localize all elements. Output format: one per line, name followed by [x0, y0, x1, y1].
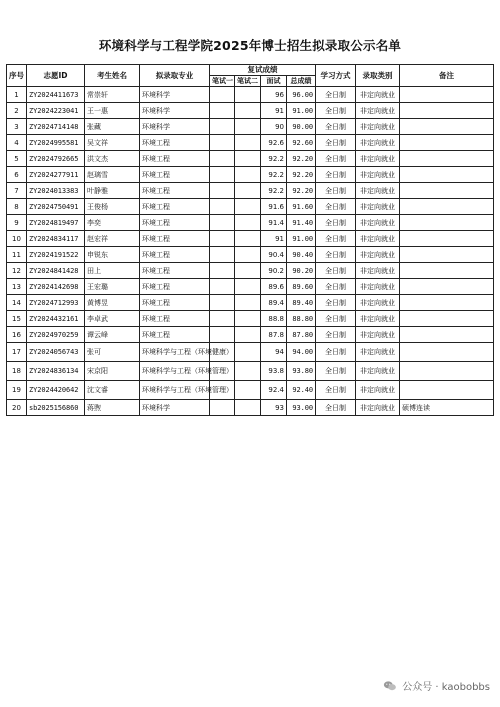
cell-major: 环境工程	[140, 167, 210, 183]
cell-category: 非定向就业	[356, 183, 400, 199]
cell-total: 93.00	[287, 400, 316, 416]
cell-total: 92.20	[287, 151, 316, 167]
cell-interview: 92.6	[261, 135, 287, 151]
cell-interview: 90	[261, 119, 287, 135]
cell-no: 5	[7, 151, 27, 167]
cell-id: ZY2024420642	[27, 381, 85, 400]
cell-no: 12	[7, 263, 27, 279]
cell-written1	[210, 311, 235, 327]
cell-written2	[235, 87, 261, 103]
cell-study-mode: 全日制	[316, 215, 356, 231]
cell-total: 91.60	[287, 199, 316, 215]
cell-remark	[400, 231, 494, 247]
table-row	[7, 199, 494, 215]
cell-category: 非定向就业	[356, 87, 400, 103]
cell-written2	[235, 167, 261, 183]
table-row	[7, 119, 494, 135]
cell-written1	[210, 247, 235, 263]
cell-name: 沈文睿	[85, 381, 140, 400]
cell-major: 环境科学	[140, 119, 210, 135]
cell-category: 非定向就业	[356, 135, 400, 151]
cell-written1	[210, 327, 235, 343]
cell-study-mode: 全日制	[316, 381, 356, 400]
table-row	[7, 327, 494, 343]
cell-total: 93.80	[287, 362, 316, 381]
cell-study-mode: 全日制	[316, 119, 356, 135]
cell-total: 90.20	[287, 263, 316, 279]
cell-category: 非定向就业	[356, 199, 400, 215]
cell-id: ZY2024834117	[27, 231, 85, 247]
cell-category: 非定向就业	[356, 167, 400, 183]
cell-interview: 89.4	[261, 295, 287, 311]
cell-id: ZY2024995581	[27, 135, 85, 151]
cell-written1	[210, 295, 235, 311]
cell-major: 环境工程	[140, 135, 210, 151]
cell-major: 环境工程	[140, 327, 210, 343]
cell-written1	[210, 279, 235, 295]
cell-no: 6	[7, 167, 27, 183]
cell-id: ZY2024714148	[27, 119, 85, 135]
cell-total: 92.20	[287, 183, 316, 199]
cell-name: 吴文祥	[85, 135, 140, 151]
cell-interview: 89.6	[261, 279, 287, 295]
cell-total: 92.20	[287, 167, 316, 183]
cell-study-mode: 全日制	[316, 247, 356, 263]
cell-written2	[235, 381, 261, 400]
table-row	[7, 311, 494, 327]
cell-written2	[235, 279, 261, 295]
cell-major: 环境工程	[140, 279, 210, 295]
table-body	[7, 87, 494, 416]
cell-major: 环境工程	[140, 151, 210, 167]
cell-remark	[400, 135, 494, 151]
cell-id: ZY2024970259	[27, 327, 85, 343]
cell-id: ZY2024056743	[27, 343, 85, 362]
table-row	[7, 343, 494, 362]
cell-name: 申锐东	[85, 247, 140, 263]
table-row	[7, 215, 494, 231]
cell-name: 常崇轩	[85, 87, 140, 103]
cell-major: 环境科学与工程（环境健康）	[140, 343, 210, 362]
cell-study-mode: 全日制	[316, 199, 356, 215]
cell-major: 环境工程	[140, 263, 210, 279]
cell-remark	[400, 381, 494, 400]
cell-written2	[235, 215, 261, 231]
cell-name: 王宏璐	[85, 279, 140, 295]
table-row	[7, 151, 494, 167]
cell-no: 14	[7, 295, 27, 311]
cell-interview: 91.4	[261, 215, 287, 231]
cell-total: 91.40	[287, 215, 316, 231]
cell-total: 88.80	[287, 311, 316, 327]
cell-no: 2	[7, 103, 27, 119]
cell-id: ZY2024277911	[27, 167, 85, 183]
cell-major: 环境工程	[140, 311, 210, 327]
header-name: 考生姓名	[85, 65, 140, 87]
cell-remark: 硕博连读	[400, 400, 494, 416]
cell-interview: 88.8	[261, 311, 287, 327]
header-written2: 笔试二	[235, 76, 261, 87]
table-row	[7, 87, 494, 103]
cell-category: 非定向就业	[356, 247, 400, 263]
cell-major: 环境工程	[140, 199, 210, 215]
cell-written2	[235, 263, 261, 279]
table-row	[7, 295, 494, 311]
cell-no: 20	[7, 400, 27, 416]
cell-written1	[210, 103, 235, 119]
cell-remark	[400, 263, 494, 279]
cell-id: ZY2024712993	[27, 295, 85, 311]
cell-category: 非定向就业	[356, 295, 400, 311]
cell-written2	[235, 231, 261, 247]
cell-no: 13	[7, 279, 27, 295]
cell-total: 91.00	[287, 231, 316, 247]
cell-study-mode: 全日制	[316, 327, 356, 343]
cell-written2	[235, 362, 261, 381]
cell-no: 15	[7, 311, 27, 327]
header-study-mode: 学习方式	[316, 65, 356, 87]
cell-id: ZY2024142698	[27, 279, 85, 295]
cell-written1	[210, 215, 235, 231]
cell-name: 李奕	[85, 215, 140, 231]
cell-remark	[400, 151, 494, 167]
table-row	[7, 247, 494, 263]
cell-written2	[235, 135, 261, 151]
header-no: 序号	[7, 65, 27, 87]
cell-remark	[400, 215, 494, 231]
cell-written1	[210, 263, 235, 279]
cell-major: 环境工程	[140, 183, 210, 199]
cell-interview: 92.2	[261, 151, 287, 167]
cell-remark	[400, 87, 494, 103]
cell-total: 94.00	[287, 343, 316, 362]
cell-remark	[400, 183, 494, 199]
cell-name: 黄博昱	[85, 295, 140, 311]
cell-study-mode: 全日制	[316, 167, 356, 183]
cell-interview: 96	[261, 87, 287, 103]
cell-category: 非定向就业	[356, 151, 400, 167]
header-interview: 面试	[261, 76, 287, 87]
cell-written1	[210, 167, 235, 183]
cell-category: 非定向就业	[356, 103, 400, 119]
cell-remark	[400, 343, 494, 362]
cell-written1	[210, 151, 235, 167]
cell-written2	[235, 295, 261, 311]
cell-no: 3	[7, 119, 27, 135]
cell-written1	[210, 199, 235, 215]
cell-major: 环境科学与工程（环境管理）	[140, 362, 210, 381]
cell-major: 环境工程	[140, 215, 210, 231]
cell-interview: 93	[261, 400, 287, 416]
cell-total: 89.60	[287, 279, 316, 295]
cell-name: 赵宏祥	[85, 231, 140, 247]
cell-remark	[400, 167, 494, 183]
cell-name: 宋京阳	[85, 362, 140, 381]
cell-interview: 91	[261, 231, 287, 247]
cell-remark	[400, 119, 494, 135]
wechat-icon	[383, 679, 397, 693]
cell-category: 非定向就业	[356, 400, 400, 416]
cell-id: ZY2024223041	[27, 103, 85, 119]
cell-written2	[235, 199, 261, 215]
cell-name: 蒋煦	[85, 400, 140, 416]
cell-written1	[210, 135, 235, 151]
cell-written2	[235, 400, 261, 416]
cell-name: 王一惠	[85, 103, 140, 119]
cell-study-mode: 全日制	[316, 311, 356, 327]
cell-interview: 87.8	[261, 327, 287, 343]
cell-interview: 90.4	[261, 247, 287, 263]
cell-interview: 92.2	[261, 183, 287, 199]
cell-study-mode: 全日制	[316, 295, 356, 311]
table-row	[7, 135, 494, 151]
cell-written1	[210, 400, 235, 416]
cell-written2	[235, 311, 261, 327]
cell-category: 非定向就业	[356, 311, 400, 327]
cell-category: 非定向就业	[356, 231, 400, 247]
cell-study-mode: 全日制	[316, 343, 356, 362]
cell-written1	[210, 231, 235, 247]
cell-id: ZY2024819497	[27, 215, 85, 231]
cell-interview: 94	[261, 343, 287, 362]
cell-study-mode: 全日制	[316, 87, 356, 103]
table-row	[7, 231, 494, 247]
cell-category: 非定向就业	[356, 343, 400, 362]
header-total: 总成绩	[287, 76, 316, 87]
header-id: 志愿ID	[27, 65, 85, 87]
cell-name: 洪文杰	[85, 151, 140, 167]
cell-remark	[400, 279, 494, 295]
cell-no: 17	[7, 343, 27, 362]
cell-id: ZY2024750491	[27, 199, 85, 215]
cell-category: 非定向就业	[356, 381, 400, 400]
cell-total: 90.00	[287, 119, 316, 135]
cell-no: 19	[7, 381, 27, 400]
cell-category: 非定向就业	[356, 119, 400, 135]
cell-no: 7	[7, 183, 27, 199]
header-remark: 备注	[400, 65, 494, 87]
cell-study-mode: 全日制	[316, 151, 356, 167]
cell-interview: 92.4	[261, 381, 287, 400]
cell-no: 18	[7, 362, 27, 381]
cell-no: 4	[7, 135, 27, 151]
cell-interview: 90.2	[261, 263, 287, 279]
cell-category: 非定向就业	[356, 263, 400, 279]
table-row	[7, 381, 494, 400]
table-row	[7, 400, 494, 416]
cell-no: 10	[7, 231, 27, 247]
header-retest-group: 复试成绩	[210, 65, 316, 76]
cell-written2	[235, 247, 261, 263]
cell-id: ZY2024191522	[27, 247, 85, 263]
table-row	[7, 167, 494, 183]
cell-no: 11	[7, 247, 27, 263]
watermark	[383, 678, 490, 693]
admission-table	[6, 64, 494, 416]
cell-name: 赵璃雪	[85, 167, 140, 183]
header-category: 录取类别	[356, 65, 400, 87]
cell-id: ZY2024841428	[27, 263, 85, 279]
cell-written2	[235, 151, 261, 167]
cell-total: 87.80	[287, 327, 316, 343]
cell-major: 环境科学	[140, 87, 210, 103]
cell-name: 田上	[85, 263, 140, 279]
cell-id: ZY2024792665	[27, 151, 85, 167]
cell-interview: 92.2	[261, 167, 287, 183]
cell-name: 李卓武	[85, 311, 140, 327]
cell-major: 环境科学	[140, 103, 210, 119]
cell-id: sb2025156860	[27, 400, 85, 416]
header-major: 拟录取专业	[140, 65, 210, 87]
cell-id: ZY2024836134	[27, 362, 85, 381]
cell-remark	[400, 199, 494, 215]
cell-major: 环境工程	[140, 231, 210, 247]
table-row	[7, 279, 494, 295]
cell-major: 环境工程	[140, 295, 210, 311]
cell-interview: 91	[261, 103, 287, 119]
table-row	[7, 103, 494, 119]
table-row	[7, 263, 494, 279]
cell-name: 张可	[85, 343, 140, 362]
cell-category: 非定向就业	[356, 362, 400, 381]
cell-remark	[400, 327, 494, 343]
cell-written1	[210, 119, 235, 135]
cell-remark	[400, 247, 494, 263]
cell-name: 叶静雅	[85, 183, 140, 199]
cell-total: 91.00	[287, 103, 316, 119]
table-row	[7, 183, 494, 199]
cell-interview: 93.8	[261, 362, 287, 381]
cell-category: 非定向就业	[356, 215, 400, 231]
cell-study-mode: 全日制	[316, 279, 356, 295]
header-written1: 笔试一	[210, 76, 235, 87]
cell-written2	[235, 343, 261, 362]
cell-study-mode: 全日制	[316, 400, 356, 416]
cell-remark	[400, 295, 494, 311]
cell-total: 89.40	[287, 295, 316, 311]
cell-no: 1	[7, 87, 27, 103]
cell-study-mode: 全日制	[316, 231, 356, 247]
cell-study-mode: 全日制	[316, 362, 356, 381]
cell-written1	[210, 183, 235, 199]
cell-no: 8	[7, 199, 27, 215]
cell-written2	[235, 119, 261, 135]
watermark-text: 公众号 · kaobobbs	[402, 682, 490, 693]
cell-id: ZY2024013383	[27, 183, 85, 199]
cell-remark	[400, 103, 494, 119]
cell-study-mode: 全日制	[316, 103, 356, 119]
cell-study-mode: 全日制	[316, 135, 356, 151]
cell-id: ZY2024411673	[27, 87, 85, 103]
cell-total: 92.40	[287, 381, 316, 400]
table-row	[7, 362, 494, 381]
cell-major: 环境科学与工程（环境管理）	[140, 381, 210, 400]
cell-total: 96.00	[287, 87, 316, 103]
cell-major: 环境工程	[140, 247, 210, 263]
cell-study-mode: 全日制	[316, 183, 356, 199]
cell-major: 环境科学	[140, 400, 210, 416]
cell-total: 90.40	[287, 247, 316, 263]
cell-name: 谭云峰	[85, 327, 140, 343]
page-title: 环境科学与工程学院2025年博士招生拟录取公示名单	[98, 38, 402, 53]
cell-study-mode: 全日制	[316, 263, 356, 279]
cell-written2	[235, 183, 261, 199]
cell-interview: 91.6	[261, 199, 287, 215]
cell-name: 王俊杨	[85, 199, 140, 215]
cell-total: 92.60	[287, 135, 316, 151]
cell-written2	[235, 103, 261, 119]
cell-no: 16	[7, 327, 27, 343]
cell-name: 张藏	[85, 119, 140, 135]
cell-no: 9	[7, 215, 27, 231]
cell-id: ZY2024432161	[27, 311, 85, 327]
cell-written2	[235, 327, 261, 343]
cell-category: 非定向就业	[356, 327, 400, 343]
cell-category: 非定向就业	[356, 279, 400, 295]
cell-remark	[400, 311, 494, 327]
cell-remark	[400, 362, 494, 381]
cell-written1	[210, 87, 235, 103]
